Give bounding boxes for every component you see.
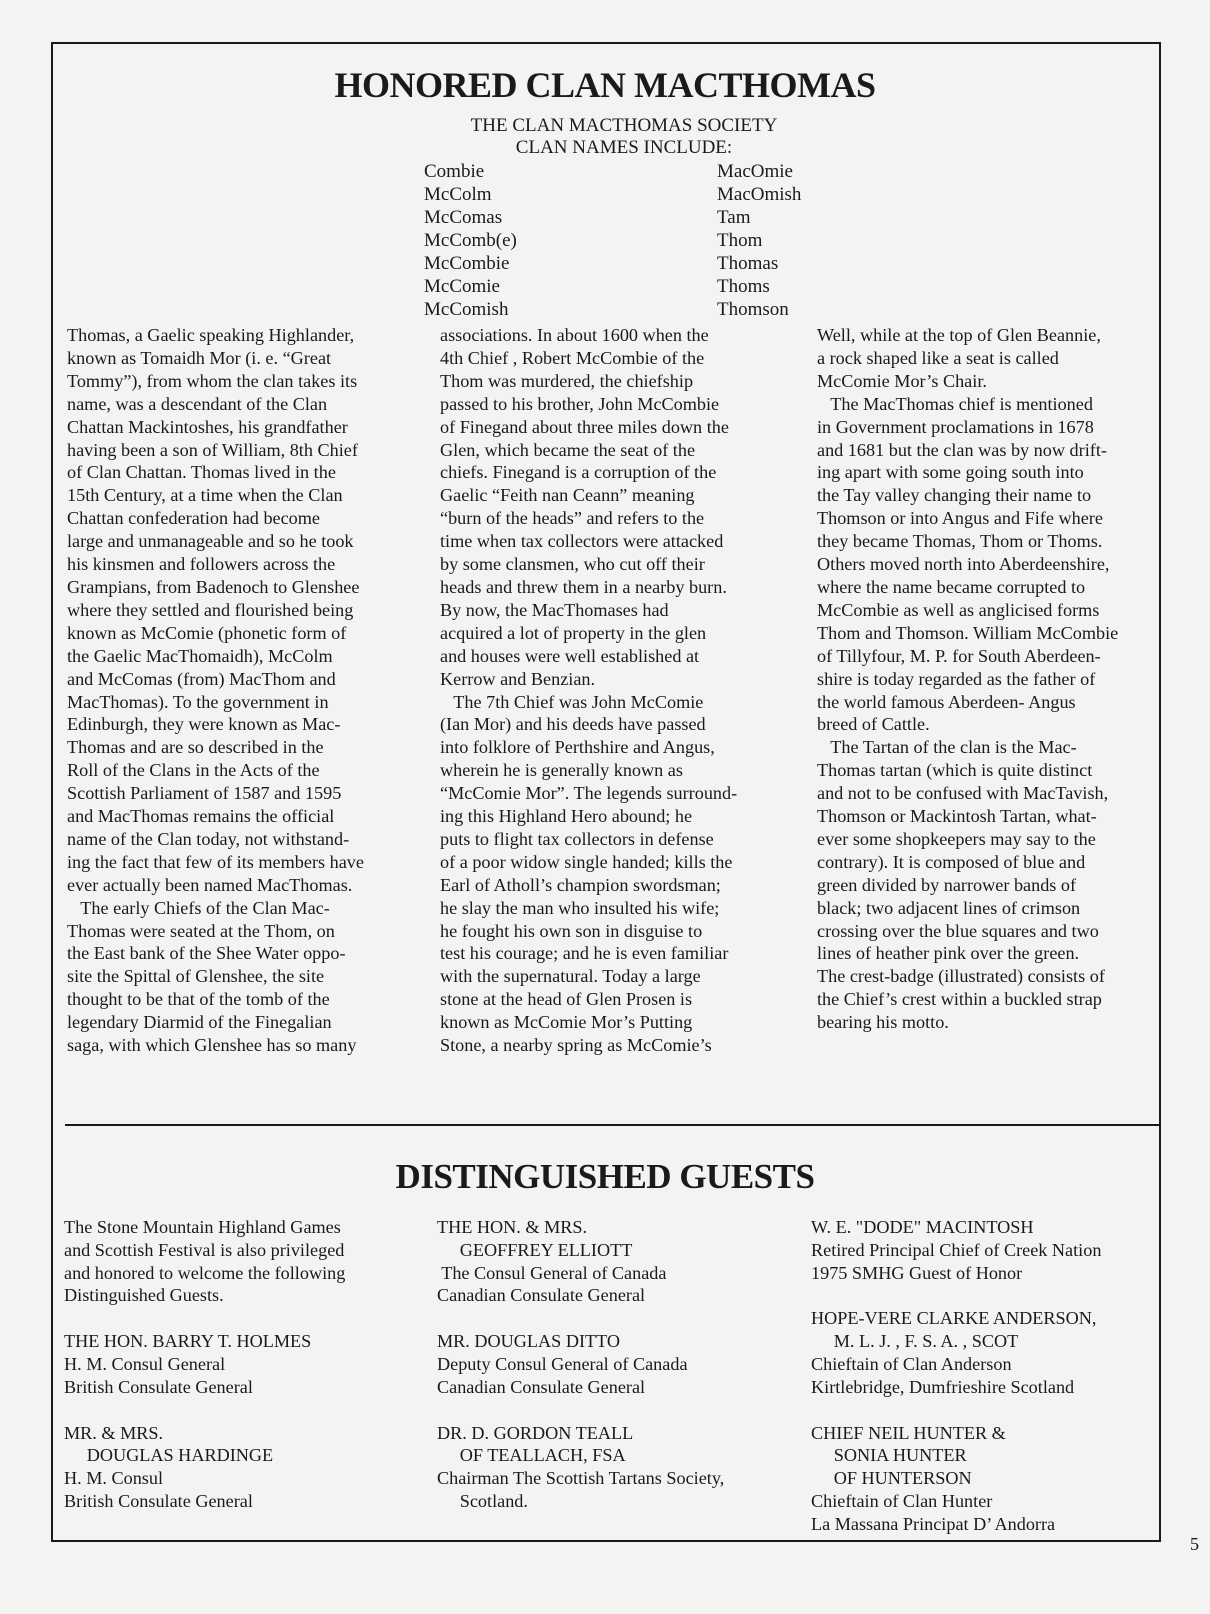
article-line: shire is today regarded as the father of [817, 668, 1096, 689]
article-line: legendary Diarmid of the Finegalian [67, 1012, 332, 1033]
clan-name: McColm [424, 184, 492, 205]
article-line: Tommy”), from whom the clan takes its [67, 370, 358, 391]
clan-name: Thoms [717, 276, 770, 297]
clan-name: McCombie [424, 253, 510, 274]
article-line: time when tax collectors were attacked [440, 531, 724, 552]
article-line: Earl of Atholl’s champion swordsman; [440, 874, 721, 895]
guest-line: M. L. J. , F. S. A. , SCOT [811, 1331, 1019, 1352]
article-line: The MacThomas chief is mentioned [817, 393, 1093, 414]
article-column-1 [67, 324, 364, 1057]
article-line: Thomas, a Gaelic speaking Highlander, [67, 325, 355, 345]
guest-line: HOPE-VERE CLARKE ANDERSON, [811, 1308, 1097, 1329]
clan-name: MacOmish [717, 184, 802, 205]
guest-entry [64, 1216, 345, 1307]
clan-name: Thom [717, 230, 763, 251]
article-line: they became Thomas, Thom or Thoms. [817, 531, 1103, 552]
article-line: black; two adjacent lines of crimson [817, 897, 1081, 918]
article-line: he slay the man who insulted his wife; [440, 897, 720, 918]
article-line: and houses were well established at [440, 645, 700, 666]
article-line: acquired a lot of property in the glen [440, 622, 707, 643]
article-line: “burn of the heads” and refers to the [440, 508, 705, 529]
guest-line: SONIA HUNTER [811, 1445, 967, 1466]
article-line: ever actually been named MacThomas. [67, 874, 353, 895]
clan-name: McComie [424, 276, 500, 297]
article-line: the Gaelic MacThomaidh), McColm [67, 645, 333, 666]
guest-line: H. M. Consul General [64, 1353, 226, 1374]
article-line: into folklore of Perthshire and Angus, [440, 737, 715, 758]
guest-line: Distinguished Guests. [64, 1285, 224, 1306]
article-line: Thomas tartan (which is quite distinct [817, 760, 1093, 781]
article-line: the world famous Aberdeen- Angus [817, 691, 1076, 712]
article-line: and McComas (from) MacThom and [67, 668, 336, 689]
article-line: with the supernatural. Today a large [440, 966, 701, 987]
article-line: by some clansmen, who cut off their [440, 554, 705, 575]
article-line: test his courage; and he is even familiar [440, 943, 729, 964]
guest-line: Scotland. [437, 1490, 528, 1511]
article-column-2 [440, 324, 737, 1057]
article-line: Thom and Thomson. William McCombie [817, 622, 1119, 643]
article-line: The 7th Chief was John McComie [440, 691, 704, 712]
article-line: known as McComie (phonetic form of [67, 622, 347, 643]
clan-name: McComish [424, 299, 509, 320]
section-title-distinguished-guests: DISTINGUISHED GUESTS [395, 1157, 815, 1196]
guest-entry [437, 1330, 724, 1398]
guest-entry [64, 1330, 345, 1398]
article-line: his kinsmen and followers across the [67, 554, 336, 575]
article-line: ever some shopkeepers may say to the [817, 828, 1096, 849]
clan-name: Tam [717, 207, 751, 228]
article-line: of Tillyfour, M. P. for South Aberdeen- [817, 645, 1101, 666]
guest-line: OF HUNTERSON [811, 1468, 972, 1489]
article-line: The early Chiefs of the Clan Mac- [67, 897, 330, 918]
article-line: Chattan Mackintoshes, his grandfather [67, 416, 348, 437]
article-line: of Clan Chattan. Thomas lived in the [67, 462, 336, 483]
guest-line: The Stone Mountain Highland Games [64, 1217, 341, 1237]
article-line: green divided by narrower bands of [817, 874, 1077, 895]
guest-line: THE HON. & MRS. [437, 1217, 588, 1237]
guest-line: OF TEALLACH, FSA [437, 1445, 626, 1466]
guest-entry [437, 1422, 724, 1513]
society-heading-line: CLAN NAMES INCLUDE: [515, 137, 733, 158]
article-line: known as Tomaidh Mor (i. e. “Great [67, 347, 332, 368]
article-line: breed of Cattle. [817, 714, 930, 735]
article-line: a rock shaped like a seat is called [817, 347, 1059, 368]
guest-entry [64, 1422, 345, 1513]
article-line: associations. In about 1600 when the [440, 325, 709, 345]
article-line: where they settled and flourished being [67, 599, 354, 620]
article-line: name of the Clan today, not withstand- [67, 828, 350, 849]
article-line: 4th Chief , Robert McCombie of the [440, 347, 705, 368]
article-line: Well, while at the top of Glen Beannie, [817, 325, 1101, 345]
article-line: in Government proclamations in 1678 [817, 416, 1094, 437]
article-line: and not to be confused with MacTavish, [817, 783, 1109, 804]
clan-name: Combie [424, 161, 485, 182]
article-line: and MacThomas remains the official [67, 806, 335, 827]
guest-line: H. M. Consul [64, 1468, 164, 1489]
article-line: Gaelic “Feith nan Ceann” meaning [440, 485, 695, 506]
guest-line: The Consul General of Canada [437, 1262, 667, 1283]
guest-line: Chairman The Scottish Tartans Society, [437, 1468, 725, 1489]
article-line: McCombie as well as anglicised forms [817, 599, 1100, 620]
guest-line: La Massana Principat D’ Andorra [811, 1513, 1056, 1534]
article-line: of Finegand about three miles down the [440, 416, 729, 437]
article-line: Thomson or Mackintosh Tartan, what- [817, 806, 1097, 827]
article-line: crossing over the blue squares and two [817, 920, 1099, 941]
article-line: Others moved north into Aberdeenshire, [817, 554, 1110, 575]
guest-line: W. E. "DODE" MACINTOSH [811, 1217, 1034, 1237]
society-heading [0, 115, 1210, 159]
guest-entry [811, 1422, 1101, 1536]
guest-entry [811, 1216, 1101, 1284]
article-line: Thomson or into Angus and Fife where [817, 508, 1103, 529]
article-line: By now, the MacThomases had [440, 599, 669, 620]
article-line: Grampians, from Badenoch to Glenshee [67, 576, 360, 597]
article-line: stone at the head of Glen Prosen is [440, 989, 693, 1010]
article-line: Scottish Parliament of 1587 and 1595 [67, 783, 342, 804]
article-line: McComie Mor’s Chair. [817, 370, 987, 391]
article-line: known as McComie Mor’s Putting [440, 1012, 693, 1033]
article-line: ing the fact that few of its members have [67, 851, 364, 872]
article-line: site the Spittal of Glenshee, the site [67, 966, 325, 987]
article-line: the East bank of the Shee Water oppo- [67, 943, 346, 964]
section-title-honored-clan: HONORED CLAN MACTHOMAS [334, 65, 876, 105]
clan-name: McComb(e) [424, 230, 517, 251]
article-line: the Chief’s crest within a buckled strap [817, 989, 1102, 1010]
guest-line: DOUGLAS HARDINGE [64, 1445, 274, 1466]
article-line: The Tartan of the clan is the Mac- [817, 737, 1077, 758]
guest-line: British Consulate General [64, 1490, 253, 1511]
guests-column-1 [64, 1216, 345, 1536]
guest-line: THE HON. BARRY T. HOLMES [64, 1331, 312, 1352]
article-line: The crest-badge (illustrated) consists of [817, 966, 1105, 987]
article-line: he fought his own son in disguise to [440, 920, 703, 941]
article-line: heads and threw them in a nearby burn. [440, 576, 727, 597]
article-line: (Ian Mor) and his deeds have passed [440, 714, 706, 735]
article-line: where the name became corrupted to [817, 576, 1086, 597]
guest-line: MR. & MRS. [64, 1422, 164, 1443]
society-heading-line: THE CLAN MACTHOMAS SOCIETY [470, 115, 778, 136]
article-line: Stone, a nearby spring as McComie’s [440, 1035, 712, 1056]
article-line: of a poor widow single handed; kills the [440, 851, 733, 872]
article-line: chiefs. Finegand is a corruption of the [440, 462, 717, 483]
article-column-3 [817, 324, 1118, 1034]
article-line: contrary). It is composed of blue and [817, 851, 1086, 872]
article-line: Chattan confederation had become [67, 508, 320, 529]
article-line: Glen, which became the seat of the [440, 439, 696, 460]
guest-entry [437, 1216, 724, 1307]
guests-column-2 [437, 1216, 724, 1536]
article-line: lines of heather pink over the green. [817, 943, 1080, 964]
guest-line: and Scottish Festival is also privileged [64, 1239, 345, 1260]
guest-line: Canadian Consulate General [437, 1285, 646, 1306]
clan-name: MacOmie [717, 161, 793, 182]
article-line: MacThomas). To the government in [67, 691, 329, 712]
clan-name: Thomas [717, 253, 779, 274]
guest-line: Chieftain of Clan Hunter [811, 1490, 993, 1511]
clan-name: Thomson [717, 299, 789, 320]
guests-column-3 [811, 1216, 1101, 1559]
guest-line: Chieftain of Clan Anderson [811, 1353, 1012, 1374]
article-line: bearing his motto. [817, 1012, 949, 1033]
article-line: Thomas and are so described in the [67, 737, 324, 758]
article-line: saga, with which Glenshee has so many [67, 1035, 357, 1056]
guest-line: Kirtlebridge, Dumfrieshire Scotland [811, 1376, 1075, 1397]
article-line: the Tay valley changing their name to [817, 485, 1092, 506]
article-line: Thomas were seated at the Thom, on [67, 920, 335, 941]
guest-line: MR. DOUGLAS DITTO [437, 1331, 621, 1352]
article-line: “McComie Mor”. The legends surround- [440, 783, 738, 804]
article-line: name, was a descendant of the Clan [67, 393, 328, 414]
guest-line: CHIEF NEIL HUNTER & [811, 1422, 1006, 1443]
clan-names-left [424, 160, 517, 321]
article-line: thought to be that of the tomb of the [67, 989, 330, 1010]
guest-line: and honored to welcome the following [64, 1262, 346, 1283]
guest-line: DR. D. GORDON TEALL [437, 1422, 634, 1443]
article-line: ing this Highland Hero abound; he [440, 806, 693, 827]
section-divider [65, 1124, 1161, 1126]
guest-line: Deputy Consul General of Canada [437, 1353, 688, 1374]
article-line: large and unmanageable and so he took [67, 531, 354, 552]
guest-line: Retired Principal Chief of Creek Nation [811, 1239, 1102, 1260]
guest-entry [811, 1307, 1101, 1398]
article-line: Thom was murdered, the chiefship [440, 370, 694, 391]
guest-line: 1975 SMHG Guest of Honor [811, 1262, 1023, 1283]
clan-name: McComas [424, 207, 503, 228]
guest-line: British Consulate General [64, 1376, 253, 1397]
article-line: and 1681 but the clan was by now drift- [817, 439, 1107, 460]
clan-names-right [717, 160, 801, 321]
article-line: Edinburgh, they were known as Mac- [67, 714, 341, 735]
article-line: having been a son of William, 8th Chief [67, 439, 358, 460]
article-line: Roll of the Clans in the Acts of the [67, 760, 320, 781]
page-number: 5 [1190, 1534, 1199, 1554]
guest-line: GEOFFREY ELLIOTT [437, 1239, 633, 1260]
guest-line: Canadian Consulate General [437, 1376, 646, 1397]
article-line: puts to flight tax collectors in defense [440, 828, 714, 849]
article-line: ing apart with some going south into [817, 462, 1084, 483]
article-line: 15th Century, at a time when the Clan [67, 485, 343, 506]
article-line: wherein he is generally known as [440, 760, 683, 781]
article-line: passed to his brother, John McCombie [440, 393, 720, 414]
article-line: Kerrow and Benzian. [440, 668, 596, 689]
